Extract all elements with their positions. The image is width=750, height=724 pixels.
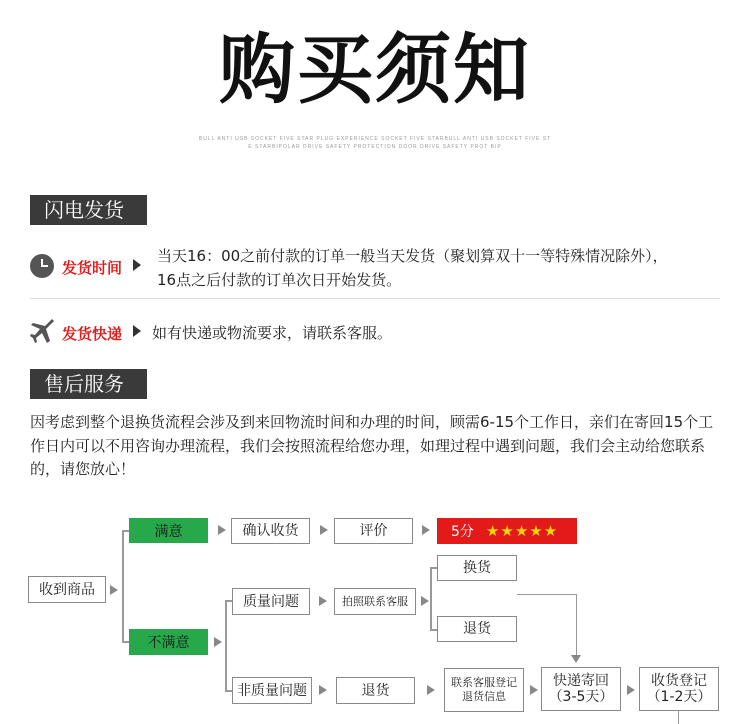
tagline-line-2: E STARBIPOLAR DRIVE SAFETY PROTECTION DOOR DRIVE SAFETY PROT BIP [248,144,502,150]
aftersale-paragraph: 因考虑到整个退换货流程会涉及到来回物流时间和办理的时间，顾需6-15个工作日，亲们在寄回15个工作日内可以不用咨询办理流程，我们会按照流程给您办理，如理过程中遇到问题，我们会主动给您联系的，请您放心！ [30,413,714,478]
flow-receive-register-line-1: 收货登记 [651,673,707,689]
airplane-icon [30,319,56,345]
triangle-right-icon [133,259,141,271]
flow-score-box [437,518,577,544]
flow-return-box-1: 退货 [437,616,517,642]
flow-ship-back-box [541,667,621,711]
arrow-right-icon [319,685,327,695]
star-icon: ★★★★★ [485,522,559,540]
flow-satisfied-box: 满意 [129,518,208,543]
arrow-right-icon [422,525,430,535]
flow-receive-register-box [639,667,719,711]
arrow-right-icon [627,685,635,695]
tagline-line-1: BULL ANTI USB SOCKET FIVE STAR PLUG EXPERIENCE SOCKET FIVE STARBULL ANTI USB SOCKET FIVE ST [198,136,552,142]
flow-receive-register-line-2: （1-2天） [646,689,712,705]
flow-register-line-2: 退货信息 [462,690,506,703]
flow-quality-box: 质量问题 [232,588,310,615]
flow-register-box [444,668,524,712]
arrow-right-icon [427,685,435,695]
shipping-express-label: 发货快递 [62,325,123,343]
arrow-right-icon [110,585,118,595]
arrow-down-icon [571,655,581,663]
section-title-aftersale: 售后服务 [30,369,147,399]
arrow-right-icon [214,637,222,647]
shipping-time-text-line-2: 16点之后付款的订单次日开始发货。 [157,271,402,289]
flow-connector [122,530,124,642]
divider [30,298,720,299]
shipping-time-label: 发货时间 [62,259,123,277]
flow-exchange-box: 换货 [437,555,517,581]
arrow-right-icon [218,525,226,535]
flow-connector [430,567,432,630]
page-title: 购买须知 [219,25,531,114]
flow-register-line-1: 联系客服登记 [451,676,517,689]
flow-photo-contact-box: 拍照联系客服 [334,588,416,615]
flow-review-box: 评价 [334,518,413,544]
flow-ship-back-line-1: 快递寄回 [553,673,609,689]
arrow-right-icon [319,596,327,606]
arrow-right-icon [421,596,429,606]
arrow-right-icon [530,685,538,695]
flow-connector [576,594,577,656]
arrow-right-icon [320,525,328,535]
flow-non-quality-box: 非质量问题 [232,677,312,704]
flow-connector [517,594,577,595]
shipping-time-text-line-1: 当天16：00之前付款的订单一般当天发货（聚划算双十一等特殊情况除外）， [157,247,668,265]
shipping-express-text: 如有快递或物流要求，请联系客服。 [152,324,393,342]
section-title-shipping: 闪电发货 [30,195,147,225]
flow-score: 5分 [451,524,474,540]
flow-received-box: 收到商品 [28,576,106,603]
flow-connector [678,711,679,724]
flow-unsatisfied-box: 不满意 [129,629,208,655]
flow-return-box-2: 退货 [336,677,415,704]
flow-connector [225,600,227,691]
clock-icon [30,254,54,278]
flow-ship-back-line-2: （3-5天） [548,689,614,705]
flow-confirm-box: 确认收货 [231,518,310,544]
triangle-right-icon [133,325,141,337]
